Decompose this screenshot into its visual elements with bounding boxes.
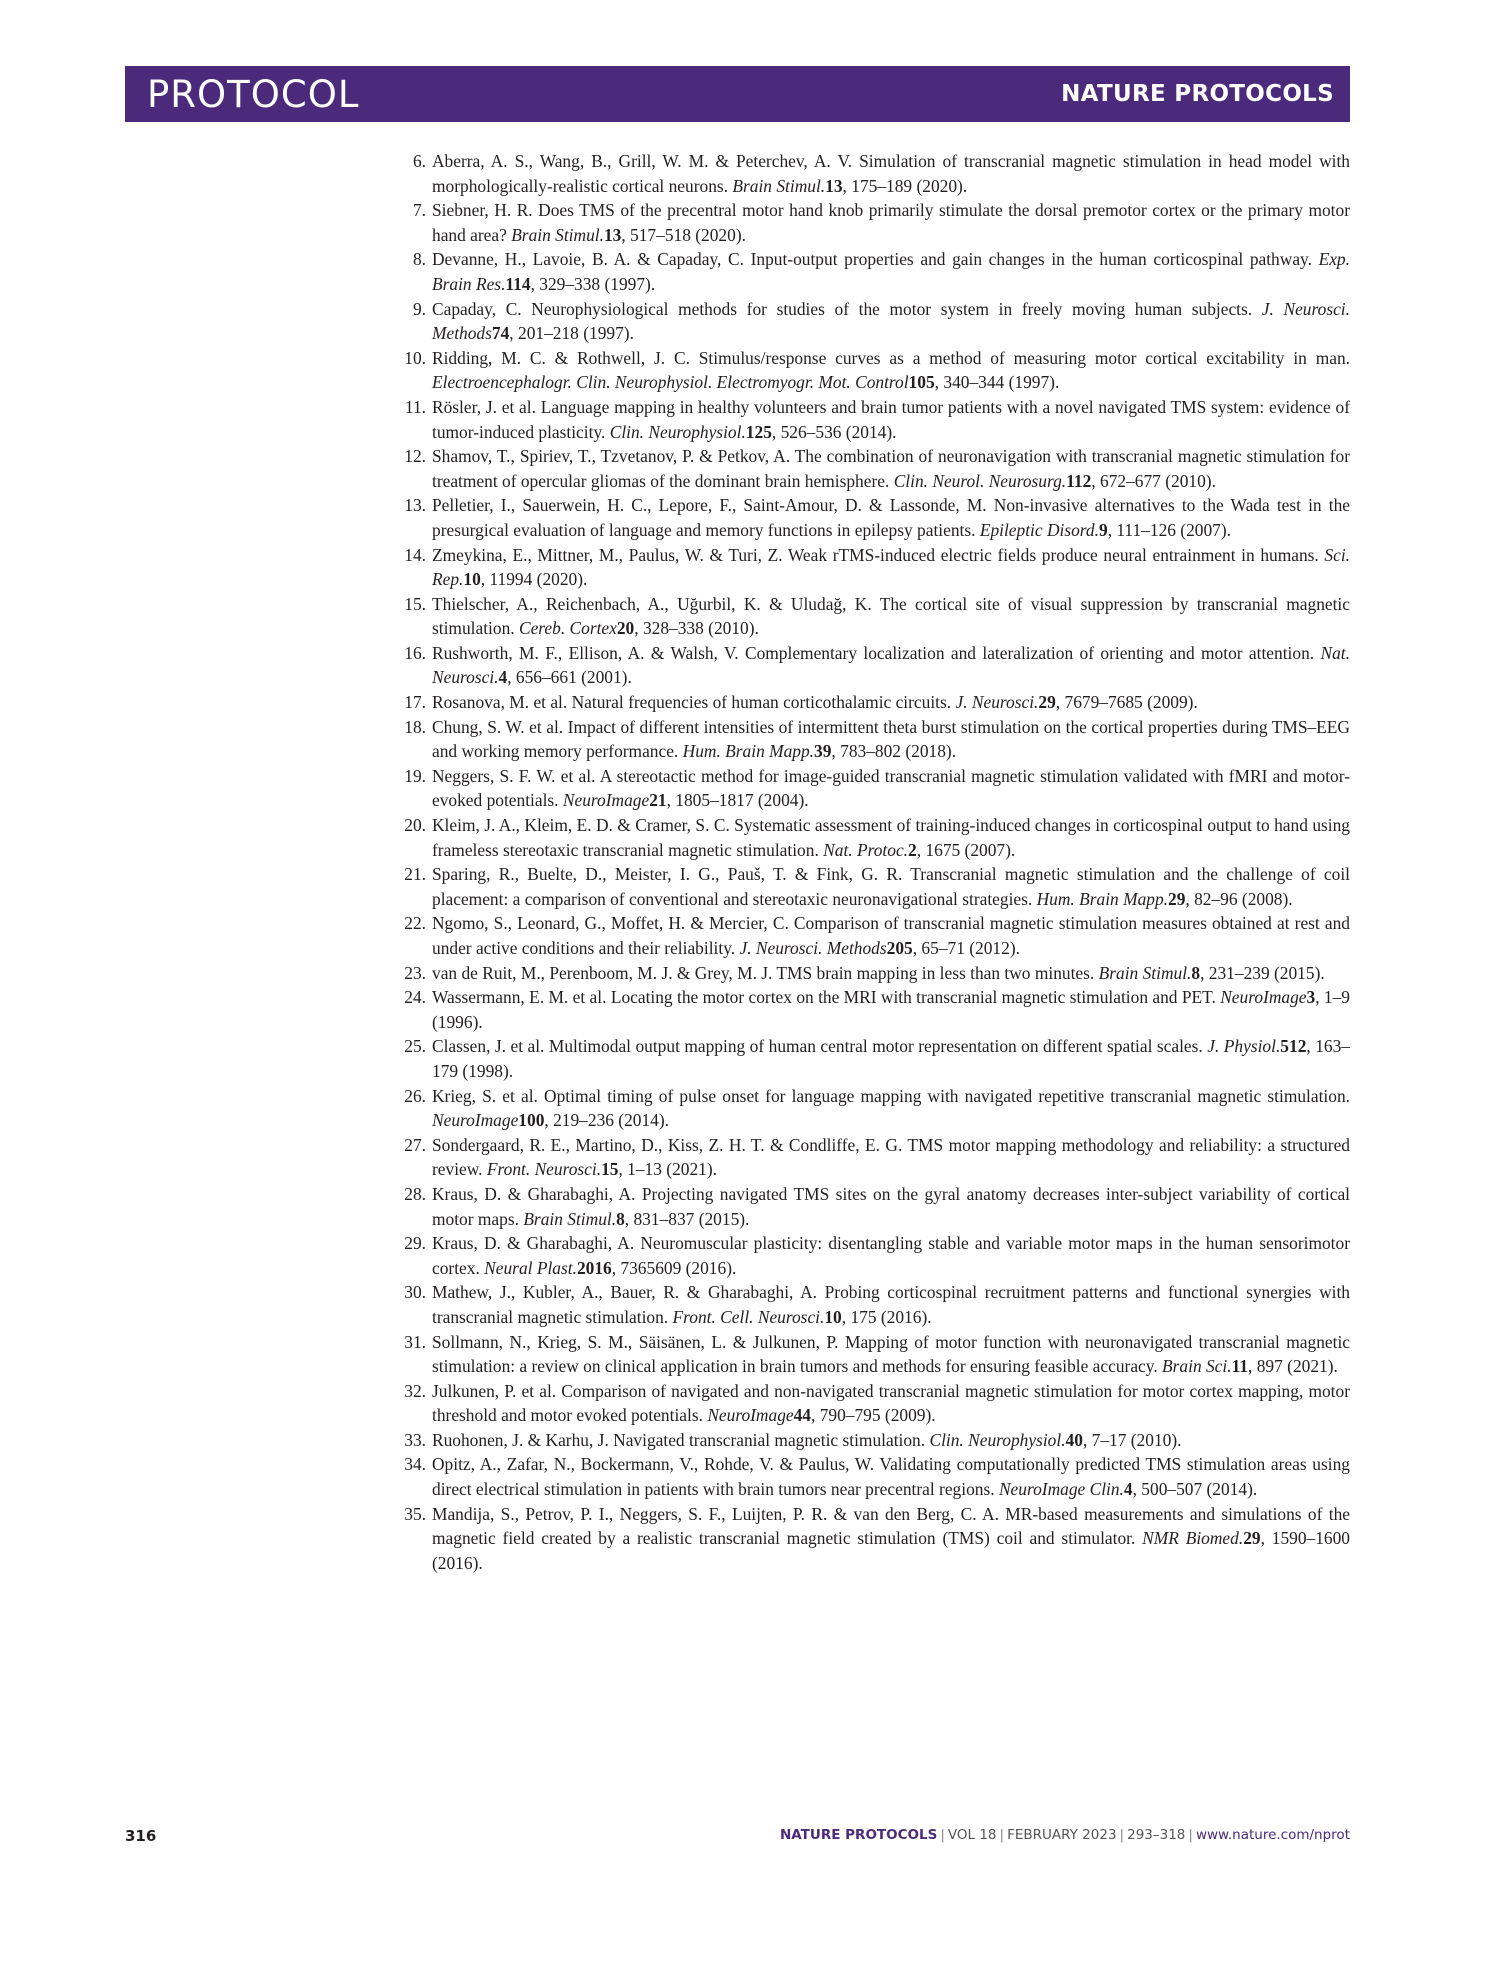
reference-pages: , 7365609 (2016). (611, 1257, 737, 1278)
reference-item (398, 297, 1350, 346)
reference-pages: , 328–338 (2010). (634, 618, 759, 639)
reference-journal: Nat. Protoc. (823, 839, 909, 860)
footer-url[interactable]: www.nature.com/nprot (1195, 1827, 1350, 1843)
reference-journal: NeuroImage (707, 1405, 794, 1426)
reference-volume: 3 (1306, 987, 1316, 1008)
reference-item (398, 543, 1350, 592)
reference-number: 26. (404, 1085, 426, 1106)
reference-pages: , 111–126 (2007). (1107, 519, 1232, 540)
reference-text: Pelletier, I., Sauerwein, H. C., Lepore, F., Saint-Amour, D. & Lassonde, M. Non-invasive alternatives to the Wada test in the presurgical evaluation of language and memory functions in epilepsy patients. (432, 495, 1350, 540)
reference-volume: 8 (1191, 962, 1201, 983)
reference-text: Ngomo, S., Leonard, G., Moffet, H. & Mercier, C. Comparison of transcranial magnetic stimulation measures obtained at rest and under active conditions and their reliability. (432, 913, 1350, 958)
reference-text: Aberra, A. S., Wang, B., Grill, W. M. & Peterchev, A. V. Simulation of transcranial magnetic stimulation in head model with morphologically-realistic cortical neurons. (432, 151, 1350, 196)
reference-text: Julkunen, P. et al. Comparison of navigated and non-navigated transcranial magnetic stimulation for motor cortex mapping, motor threshold and motor evoked potentials. (432, 1380, 1350, 1426)
reference-item (398, 911, 1350, 960)
reference-text: Rösler, J. et al. Language mapping in healthy volunteers and brain tumor patients with a novel navigated TMS system: evidence of tumor-induced plasticity. (432, 396, 1350, 442)
page-number: 316 (125, 1827, 157, 1845)
reference-item (398, 715, 1350, 764)
reference-text: Krieg, S. et al. Optimal timing of pulse onset for language mapping with navigated repetitive transcranial magnetic stimulation. (432, 1085, 1350, 1106)
reference-text: Ruohonen, J. & Karhu, J. Navigated transcranial magnetic stimulation. (432, 1429, 926, 1450)
reference-item (398, 1034, 1350, 1083)
reference-journal: J. Neurosci. Methods (739, 938, 887, 958)
reference-pages: , 1590–1600 (2016). (432, 1528, 1351, 1573)
reference-pages: , 219–236 (2014). (544, 1110, 670, 1131)
reference-journal: NeuroImage Clin. (998, 1479, 1124, 1500)
reference-text: Mandija, S., Petrov, P. I., Neggers, S. F., Luijten, P. R. & van den Berg, C. A. MR-based measurements and simulations of the magnetic field created by a realistic transcranial magnetic stimulation (TMS) coil and stimulator. (432, 1503, 1350, 1549)
reference-number: 9. (412, 298, 426, 319)
reference-journal: Brain Stimul. (1098, 962, 1192, 983)
reference-journal: J. Physiol. (1207, 1036, 1281, 1057)
reference-pages: , 65–71 (2012). (912, 938, 1020, 958)
reference-volume: 9 (1098, 519, 1108, 540)
reference-text: Devanne, H., Lavoie, B. A. & Capaday, C. Input-output properties and gain changes in the human corticospinal pathway. (432, 249, 1312, 270)
reference-journal: Brain Stimul. (511, 224, 604, 245)
reference-text: Shamov, T., Spiriev, T., Tzvetanov, P. & Petkov, A. The combination of neuronavigation with transcranial magnetic stimulation for treatment of opercular gliomas of the dominant brain hemisphere. (432, 446, 1350, 491)
reference-journal: Clin. Neurophysiol. (609, 421, 746, 442)
reference-volume: 8 (616, 1208, 625, 1229)
reference-text: Sondergaard, R. E., Martino, D., Kiss, Z. H. T. & Condliffe, E. G. TMS motor mapping methodology and reliability: a structured review. (432, 1134, 1350, 1180)
reference-pages: , 1675 (2007). (916, 839, 1016, 860)
reference-number: 27. (404, 1134, 426, 1155)
reference-journal: Hum. Brain Mapp. (682, 741, 815, 762)
reference-number: 11. (404, 396, 426, 417)
reference-number: 24. (404, 987, 426, 1008)
reference-volume: 74 (491, 323, 510, 344)
reference-volume: 15 (601, 1159, 619, 1180)
reference-item (398, 1182, 1350, 1231)
reference-pages: , 7679–7685 (2009). (1055, 692, 1198, 713)
reference-journal: Front. Neurosci. (486, 1159, 602, 1180)
reference-number: 8. (412, 249, 426, 270)
reference-list (398, 149, 1350, 1575)
reference-number: 23. (404, 962, 426, 983)
reference-item (398, 592, 1350, 641)
reference-number: 18. (404, 716, 426, 737)
reference-text: Siebner, H. R. Does TMS of the precentral motor hand knob primarily stimulate the dorsal premotor cortex or the primary motor hand area? (432, 200, 1350, 245)
reference-item (398, 1084, 1350, 1133)
reference-journal: NMR Biomed. (1142, 1528, 1244, 1549)
reference-number: 25. (404, 1036, 426, 1057)
reference-item (398, 1280, 1350, 1329)
reference-number: 33. (404, 1429, 426, 1450)
reference-text: Opitz, A., Zafar, N., Bockermann, V., Rohde, V. & Paulus, W. Validating computationally predicted TMS stimulation areas using direct electrical stimulation in patients with brain tumors near precentral regions. (432, 1454, 1350, 1500)
reference-item (398, 862, 1350, 911)
footer-date: FEBRUARY 2023 (1007, 1827, 1117, 1843)
reference-volume: 4 (1123, 1479, 1133, 1500)
reference-number: 30. (404, 1282, 426, 1303)
reference-number: 21. (404, 864, 426, 885)
reference-journal: NeuroImage (432, 1110, 519, 1131)
reference-pages: , 526–536 (2014). (771, 421, 897, 442)
reference-journal: Clin. Neurophysiol. (929, 1429, 1066, 1450)
reference-journal: J. Neurosci. (955, 692, 1039, 713)
reference-volume: 205 (886, 938, 913, 958)
reference-volume: 39 (814, 741, 832, 762)
reference-pages: , 790–795 (2009). (811, 1405, 936, 1426)
reference-pages: , 656–661 (2001). (507, 667, 632, 688)
reference-number: 31. (404, 1331, 426, 1352)
reference-item (398, 395, 1350, 444)
reference-number: 32. (404, 1380, 426, 1401)
header-bar (125, 66, 1350, 122)
reference-number: 13. (404, 495, 426, 516)
reference-text: Classen, J. et al. Multimodal output mapping of human central motor representation on different spatial scales. (432, 1036, 1203, 1057)
reference-pages: , 783–802 (2018). (831, 741, 957, 762)
reference-journal: Exp. Brain Res. (432, 249, 1350, 294)
reference-item (398, 961, 1350, 986)
journal-name: NATURE PROTOCOLS (1061, 81, 1334, 107)
reference-item (398, 1428, 1350, 1453)
reference-item (398, 690, 1350, 715)
reference-pages: , 7–17 (2010). (1082, 1429, 1182, 1450)
reference-volume: 29 (1168, 888, 1186, 909)
reference-text: Zmeykina, E., Mittner, M., Paulus, W. & Turi, Z. Weak rTMS-induced electric fields produce neural entrainment in humans. (432, 544, 1319, 565)
reference-pages: , 163–179 (1998). (432, 1036, 1350, 1081)
reference-item (398, 198, 1350, 247)
reference-pages: , 672–677 (2010). (1091, 470, 1216, 491)
reference-volume: 2 (908, 839, 917, 860)
reference-journal: Clin. Neurol. Neurosurg. (893, 470, 1067, 491)
reference-pages: , 1–9 (1996). (432, 987, 1350, 1032)
reference-journal: Hum. Brain Mapp. (1036, 888, 1168, 909)
reference-text: Neggers, S. F. W. et al. A stereotactic method for image-guided transcranial magnetic stimulation validated with fMRI and motor-evoked potentials. (432, 765, 1350, 811)
reference-volume: 44 (793, 1405, 811, 1426)
reference-volume: 20 (616, 618, 635, 639)
reference-volume: 4 (498, 667, 508, 688)
footer-volume: VOL 18 (947, 1827, 997, 1843)
reference-text: Rushworth, M. F., Ellison, A. & Walsh, V. Complementary localization and lateralization of orienting and motor attention. (432, 642, 1315, 663)
footer-info: NATURE PROTOCOLS | VOL 18 | FEBRUARY 2023 | 293–318 | www.nature.com/nprot (779, 1827, 1350, 1843)
reference-volume: 13 (603, 224, 622, 245)
reference-journal: NeuroImage (1220, 987, 1307, 1008)
reference-pages: , 1–13 (2021). (618, 1159, 718, 1180)
reference-item (398, 764, 1350, 813)
reference-number: 6. (412, 151, 426, 171)
reference-item (398, 641, 1350, 690)
reference-journal: Sci. Rep. (432, 544, 1350, 590)
reference-journal: Brain Stimul. (523, 1208, 617, 1229)
footer-journal: NATURE PROTOCOLS (779, 1827, 938, 1843)
reference-volume: 2016 (576, 1257, 612, 1278)
reference-text: Wassermann, E. M. et al. Locating the motor cortex on the MRI with transcranial magnetic stimulation and PET. (432, 987, 1216, 1008)
section-label: PROTOCOL (147, 72, 360, 116)
reference-text: Rosanova, M. et al. Natural frequencies of human corticothalamic circuits. (432, 692, 952, 713)
reference-number: 7. (412, 200, 426, 221)
reference-pages: , 82–96 (2008). (1185, 888, 1293, 909)
reference-number: 19. (404, 765, 426, 786)
reference-volume: 29 (1243, 1528, 1261, 1549)
reference-pages: , 500–507 (2014). (1132, 1479, 1258, 1500)
reference-item (398, 346, 1350, 395)
reference-text: Mathew, J., Kubler, A., Bauer, R. & Gharabaghi, A. Probing corticospinal recruitment patterns and functional synergies with transcranial magnetic stimulation. (432, 1282, 1350, 1327)
reference-volume: 100 (518, 1110, 545, 1131)
reference-text: Sollmann, N., Krieg, S. M., Säisänen, L. & Julkunen, P. Mapping of motor function with neuronavigated transcranial magnetic stimulation: a review on clinical application in brain tumors and methods for ensuring feasible accuracy. (432, 1331, 1350, 1377)
reference-volume: 512 (1280, 1036, 1307, 1057)
reference-item (398, 1133, 1350, 1182)
reference-text: Chung, S. W. et al. Impact of different intensities of intermittent theta burst stimulation on the cortical properties during TMS–EEG and working memory performance. (432, 716, 1350, 762)
reference-number: 17. (404, 692, 426, 713)
reference-item (398, 1379, 1350, 1428)
reference-item (398, 1231, 1350, 1280)
reference-item (398, 1452, 1350, 1501)
reference-volume: 114 (505, 273, 531, 294)
reference-number: 22. (404, 913, 426, 934)
reference-volume: 40 (1065, 1429, 1083, 1450)
reference-pages: , 175–189 (2020). (842, 175, 968, 196)
reference-item (398, 149, 1350, 198)
reference-journal: Brain Stimul. (732, 175, 826, 196)
reference-pages: , 897 (2021). (1248, 1356, 1338, 1377)
reference-pages: , 11994 (2020). (480, 569, 588, 590)
reference-text: Thielscher, A., Reichenbach, A., Uğurbil, K. & Uludağ, K. The cortical site of visual suppression by transcranial magnetic stimulation. (432, 593, 1350, 639)
reference-pages: , 175 (2016). (841, 1306, 932, 1327)
reference-journal: J. Neurosci. Methods (432, 298, 1350, 344)
reference-volume: 10 (463, 569, 481, 590)
reference-number: 14. (404, 544, 426, 565)
reference-pages: , 831–837 (2015). (624, 1208, 750, 1229)
reference-journal: Nat. Neurosci. (432, 642, 1350, 688)
reference-text: Capaday, C. Neurophysiological methods for studies of the motor system in freely moving human subjects. (432, 298, 1253, 319)
reference-text: Ridding, M. C. & Rothwell, J. C. Stimulus/response curves as a method of measuring motor cortical excitability in man. (432, 347, 1350, 368)
reference-volume: 13 (825, 175, 843, 196)
reference-text: Kraus, D. & Gharabaghi, A. Projecting navigated TMS sites on the gyral anatomy decreases inter-subject variability of cortical motor maps. (432, 1183, 1350, 1229)
reference-number: 12. (404, 446, 426, 467)
reference-text: van de Ruit, M., Perenboom, M. J. & Grey, M. J. TMS brain mapping in less than two minutes. (432, 962, 1095, 983)
reference-journal: Neural Plast. (484, 1257, 577, 1278)
reference-pages: , 231–239 (2015). (1200, 962, 1325, 983)
reference-item (398, 444, 1350, 493)
footer-pages: 293–318 (1127, 1827, 1186, 1843)
reference-journal: Front. Cell. Neurosci. (672, 1306, 825, 1327)
reference-item (398, 1502, 1350, 1576)
reference-volume: 112 (1066, 470, 1092, 491)
reference-volume: 21 (649, 790, 667, 811)
reference-volume: 125 (745, 421, 772, 442)
reference-pages: , 201–218 (1997). (509, 323, 634, 344)
reference-number: 16. (404, 642, 426, 663)
reference-number: 34. (404, 1454, 426, 1475)
reference-number: 28. (404, 1183, 426, 1204)
reference-item (398, 813, 1350, 862)
reference-journal: Brain Sci. (1162, 1356, 1232, 1377)
reference-number: 15. (404, 593, 426, 614)
reference-pages: , 517–518 (2020). (621, 224, 746, 245)
reference-volume: 11 (1231, 1356, 1249, 1377)
reference-number: 35. (404, 1503, 426, 1524)
reference-volume: 10 (824, 1306, 842, 1327)
reference-text: Sparing, R., Buelte, D., Meister, I. G., Pauš, T. & Fink, G. R. Transcranial magnetic stimulation and the challenge of coil placement: a comparison of conventional and stereotaxic neuronavigational strategies. (432, 864, 1350, 909)
reference-journal: Cereb. Cortex (518, 618, 617, 639)
reference-journal: Epileptic Disord. (979, 519, 1099, 540)
reference-text: Kleim, J. A., Kleim, E. D. & Cramer, S. C. Systematic assessment of training-induced changes in corticospinal output to hand using frameless stereotaxic transcranial magnetic stimulation. (432, 815, 1350, 860)
reference-number: 10. (404, 347, 426, 368)
reference-item (398, 1330, 1350, 1379)
reference-text: Kraus, D. & Gharabaghi, A. Neuromuscular plasticity: disentangling stable and variable motor maps in the human sensorimotor cortex. (432, 1233, 1350, 1278)
reference-journal: NeuroImage (562, 790, 650, 811)
reference-volume: 105 (908, 372, 935, 393)
reference-number: 20. (404, 815, 426, 836)
reference-pages: , 329–338 (1997). (530, 273, 656, 294)
reference-journal: Electroencephalogr. Clin. Neurophysiol. Electromyogr. Mot. Control (432, 372, 909, 393)
reference-pages: , 340–344 (1997). (934, 372, 1060, 393)
reference-number: 29. (404, 1233, 426, 1254)
reference-pages: , 1805–1817 (2004). (666, 790, 809, 811)
reference-volume: 29 (1038, 692, 1056, 713)
reference-item (398, 493, 1350, 542)
reference-item (398, 247, 1350, 296)
reference-item (398, 985, 1350, 1034)
